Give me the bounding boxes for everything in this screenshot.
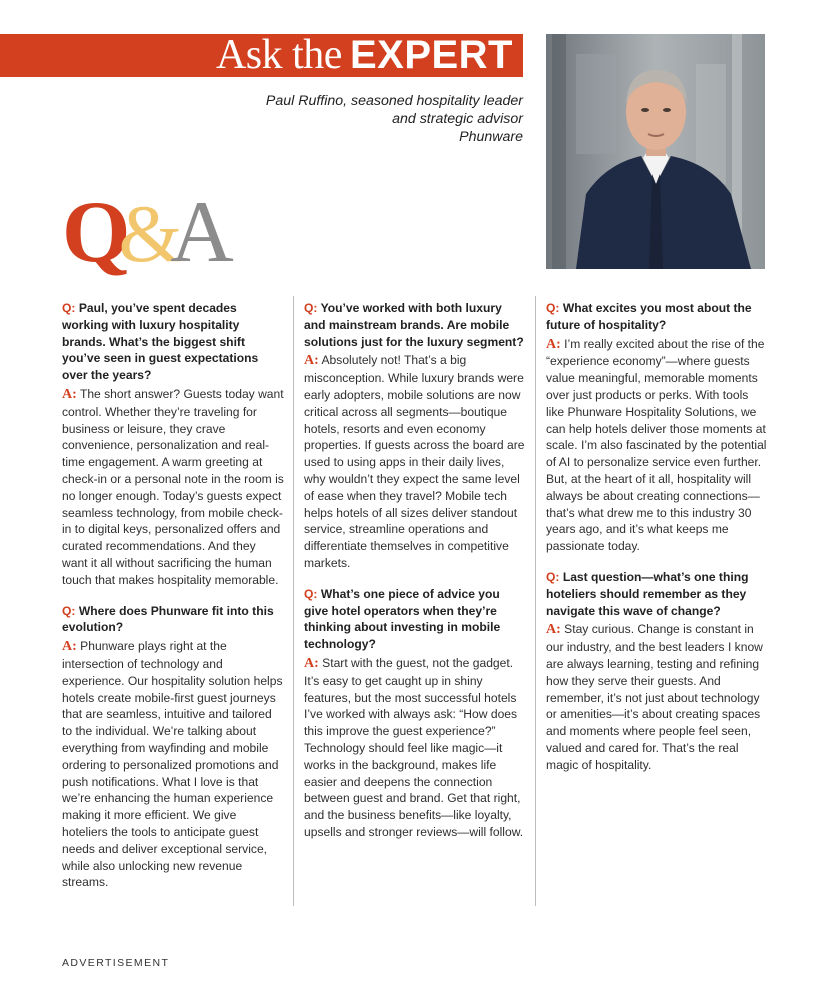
question-label: Q: (304, 586, 318, 601)
byline-company: Phunware (459, 129, 523, 145)
answer (62, 638, 284, 891)
banner-ask-text: Ask the (215, 32, 342, 78)
column-divider (293, 296, 294, 906)
question (546, 300, 768, 334)
answer-text: I’m really excited about the rise of the “experience economy”—where guests value meaningful, memorable moments over just products or perks. With tools like Phunware Hospitality Solutions, we can help hotels deliver those moments at scale. I’m also fascinated by the potential of AI to personalize service even further. But, at the heart of it all, hospitality will always be about creating connections—that’s what drew me to this industry 30 years ago, and it’s what keeps me passionate today. (546, 336, 767, 554)
question-text: Last question—what’s one thing hoteliers should remember as they navigate this wave of change? (546, 569, 749, 618)
answer-label: A: (304, 353, 319, 369)
question-text: What excites you most about the future of hospitality? (546, 301, 752, 332)
answer-label: A: (62, 386, 77, 402)
question (62, 603, 284, 637)
answer-text: Absolutely not! That’s a big misconception. While luxury brands were early adopters, mobile solutions are now critical across all segments—boutique hotels, resorts and even economy properties. If guests across the board are used to using apps in their daily lives, why wouldn’t they expect the same level of ease when they travel? Mobile tech helps hotels of all sizes deliver standout service, streamline operations and differentiate themselves in competitive markets. (304, 353, 525, 570)
column-divider (535, 296, 536, 906)
question-label: Q: (62, 301, 76, 315)
answer-text: Stay curious. Change is constant in our industry, and the best leaders I know are always learning, testing and refining how they serve their guests. And remember, it’s not just about technology or amenities—it’s about creating spaces and moments where people feel seen, valued and cared for. That’s the real magic of hospitality. (546, 622, 763, 772)
question-label: Q: (62, 603, 76, 618)
answer-label: A: (304, 655, 319, 671)
answer-text: The short answer? Guests today want control. Whether they’re traveling for business or leisure, they crave convenience, personalization and real-time engagement. A warm greeting at check-in or a personal note in the room is no longer enough. Today’s guests expect seamless technology, from mobile check-in to digital keys, personalized offers and curated recommendations. And they want it all without sacrificing the human touch that makes hospitality memorable. (62, 386, 284, 587)
answer-text: Phunware plays right at the intersection of technology and experience. Our hospitality solution helps hotels create mobile-first guest journeys that are seamless, intuitive and tailored to the individual. We’re talking about everything from wayfinding and mobile ordering to personalized promotions and push notifications. What I love is that we’re enhancing the human experience making it more efficient. We give hoteliers the tools to anticipate guest needs and deliver exceptional service, while also unlocking new revenue streams. (62, 639, 283, 890)
question-text: Where does Phunware fit into this evolution? (62, 603, 274, 635)
byline-name: Paul Ruffino, seasoned hospitality leader (265, 93, 523, 109)
question (304, 586, 526, 653)
byline-role: and strategic advisor (392, 111, 523, 127)
question-label: Q: (546, 569, 560, 584)
question (304, 300, 526, 350)
byline (266, 92, 523, 146)
question-text: What’s one piece of advice you give hotel operators when they’re thinking about investing in mobile technology? (304, 586, 501, 652)
banner-title (216, 33, 513, 86)
header-banner (0, 34, 523, 77)
portrait-image (546, 34, 765, 269)
column-2 (304, 300, 526, 855)
qa-logo-q: Q (62, 184, 125, 281)
expert-portrait (546, 34, 765, 269)
question-text: Paul, you’ve spent decades working with luxury hospitality brands. What’s the biggest shift you’ve seen in guest expectations over the years? (62, 301, 259, 383)
column-1 (62, 300, 284, 905)
answer-label: A: (62, 639, 77, 655)
question (62, 300, 284, 384)
question-label: Q: (546, 301, 560, 315)
answer-label: A: (546, 336, 561, 352)
qa-logo (62, 184, 240, 281)
answer (546, 336, 768, 555)
qa-logo-ampersand: & (118, 188, 177, 279)
banner-expert-text: EXPERT (349, 33, 513, 77)
column-3 (546, 300, 768, 788)
qa-logo-a: A (170, 184, 228, 281)
answer-label: A: (546, 622, 561, 638)
answer (304, 655, 526, 841)
question (546, 569, 768, 619)
answer (304, 352, 526, 571)
question-label: Q: (304, 301, 318, 315)
answer-text: Start with the guest, not the gadget. It’s easy to get caught up in shiny features, but the most successful hotels I’ve worked with always ask: “How does this improve the guest experience?” Technology should feel like magic—it works in the background, makes life easier and deepens the connection between guest and brand. Get that right, and the business benefits—like loyalty, upsells and stronger reviews—will follow. (304, 655, 524, 839)
answer (546, 621, 768, 773)
answer (62, 386, 284, 589)
advertisement-label: ADVERTISEMENT (62, 957, 170, 969)
question-text: You’ve worked with both luxury and mainstream brands. Are mobile solutions just for the luxury segment? (304, 301, 524, 349)
